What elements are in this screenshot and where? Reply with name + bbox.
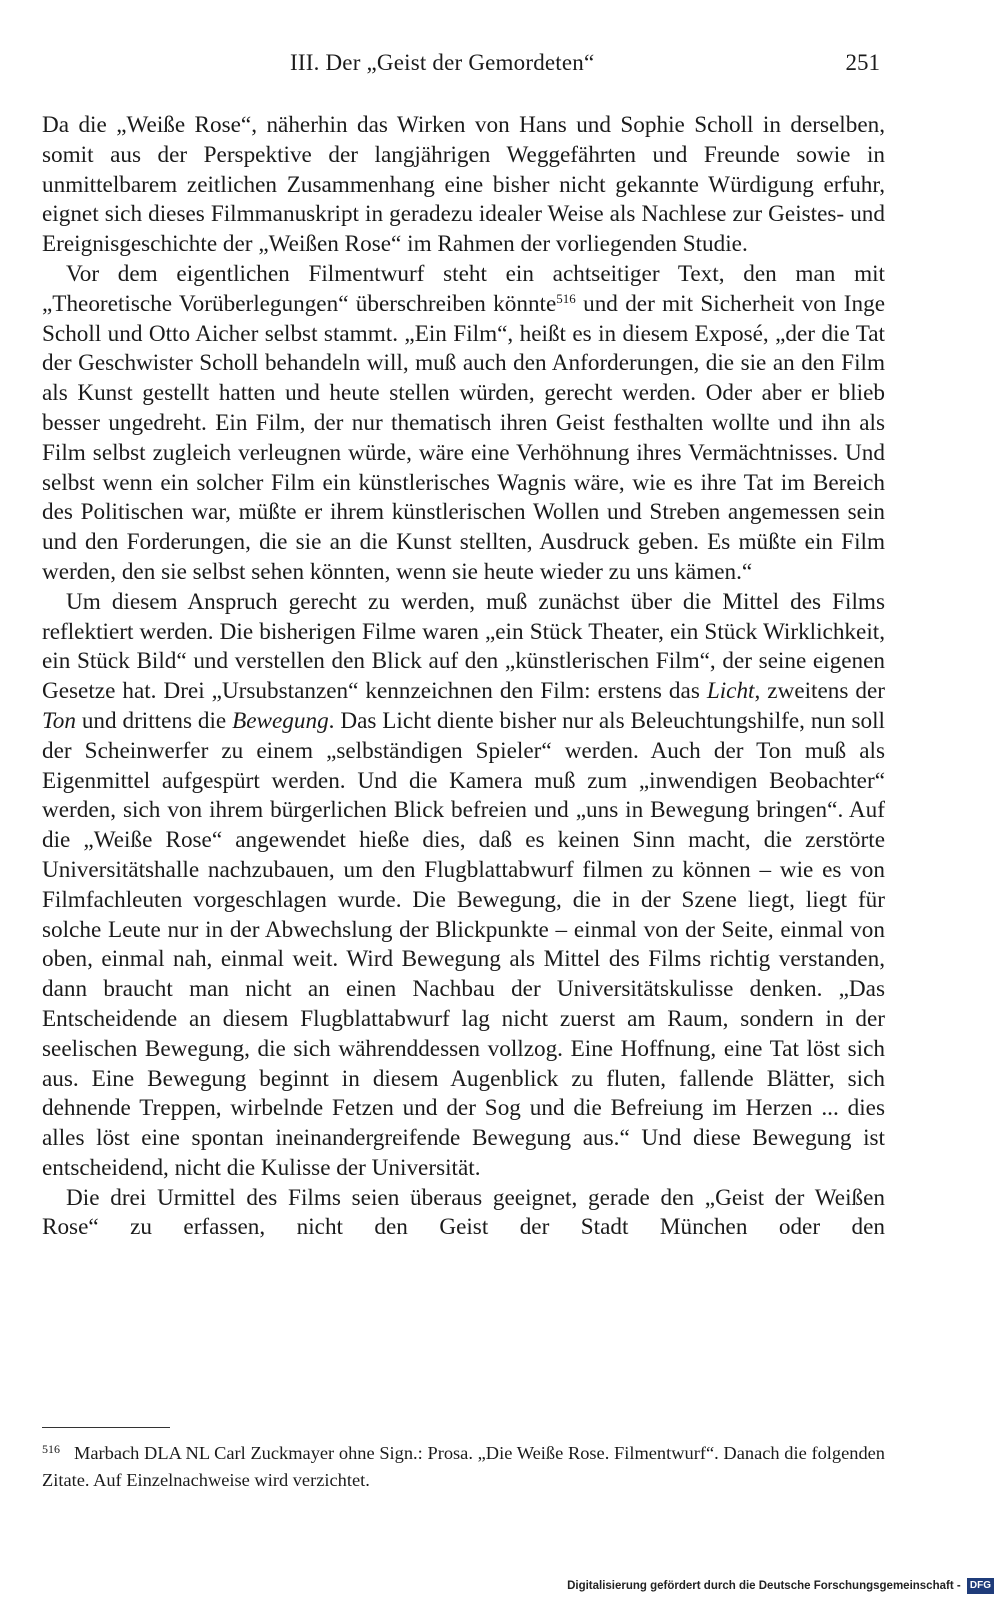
- page-number: 251: [845, 50, 880, 75]
- term-ton: Ton: [42, 707, 76, 734]
- paragraph-3-part-d: . Das Licht diente bisher nur als Beleuchtungshilfe, nun soll der Scheinwerfer zu einem „selbständigen Spieler“ werden. Auch der Ton muß als Eigenmittel aufgespürt werden. Und die Kamera muß zum „inwendigen Beobachter“ werden, sich von ihrem bürgerlichen Blick befreien und „uns in Bewegung bringen“. Auf die „Weiße Rose“ angewendet hieße dies, daß es keinen Sinn macht, die zerstörte Universitätshalle nachzubauen, um den Flugblattabwurf filmen zu können – wie es von Filmfachleuten vorgeschlagen wurde. Die Bewegung, die in der Szene liegt, liegt für solche Leute nur in der Abwechslung der Blickpunkte – einmal von der Seite, einmal von oben, einmal nah, einmal weit. Wird Bewegung als Mittel des Films richtig verstanden, dann braucht man nicht an einen Nachbau der Universitätskulisse denken. „Das Entscheidende an diesem Flugblattabwurf lag nicht zuerst am Raum, sondern in der seelischen Bewegung, die sich währenddessen vollzog. Eine Hoffnung, eine Tat löst sich aus. Eine Bewegung beginnt in diesem Augenblick zu fluten, fallende Blätter, sich dehnende Treppen, wirbelnde Fetzen und der Sog und die Befreiung im Herzen ... dies alles löst eine spontan ineinandergreifende Bewegung aus.“ Und diese Bewegung ist entscheidend, nicht die Kulisse der Universität.: [42, 707, 885, 1181]
- paragraph-3-part-b: , zweitens der: [754, 678, 885, 705]
- footnote-divider: [42, 1427, 170, 1428]
- digitization-notice: [567, 1576, 994, 1596]
- term-bewegung: Bewegung: [232, 707, 329, 734]
- term-licht: Licht: [706, 678, 755, 705]
- paragraph-2-part-b: und der mit Sicherheit von Inge Scholl und Otto Aicher selbst stammt. „Ein Film“, heißt es in diesem Exposé, „der die Tat der Geschwister Scholl behandeln will, muß auch den Anforderungen, die sie an den Film als Kunst gestellt hatten und heute stellen würden, gerecht werden. Oder aber er blieb besser ungedreht. Ein Film, der nur thematisch ihren Geist festhalten wollte und ihn als Film selbst zugleich verleugnen würde, wäre eine Verhöhnung ihres Vermächtnisses. Und selbst wenn ein solcher Film ein künstlerisches Wagnis wäre, wie es ihre Tat im Bereich des Politischen war, müßte er ihrem künstlerischen Wollen und Streben angemessen sein und den Forderungen, die sie an die Kunst stellten, Ausdruck geben. Es müßte ein Film werden, den sie selbst sehen könnten, wenn sie heute wieder zu uns kämen.“: [42, 290, 885, 585]
- paragraph-3-part-c: und drittens die: [75, 707, 233, 734]
- digitization-text: Digitalisierung gefördert durch die Deutsche Forschungsgemeinschaft -: [567, 1580, 961, 1592]
- running-title: III. Der „Geist der Gemordeten“: [290, 50, 595, 75]
- running-head: [40, 46, 880, 80]
- paragraph-2: [42, 260, 885, 588]
- body-text: [42, 111, 885, 1243]
- footnote-number: 516: [42, 1442, 60, 1456]
- footnote-516: [42, 1436, 885, 1494]
- footnote-text: Marbach DLA NL Carl Zuckmayer ohne Sign.: Prosa. „Die Weiße Rose. Filmentwurf“. Danach die folgenden Zitate. Auf Einzelnachweise wird verzichtet.: [42, 1443, 885, 1490]
- paragraph-4: Die drei Urmittel des Films seien überaus geeignet, gerade den „Geist der Weißen Rose“ zu erfassen, nicht den Geist der Stadt München oder den: [42, 1184, 885, 1241]
- paragraph-3-part-a: Um diesem Anspruch gerecht zu werden, muß zunächst über die Mittel des Films reflektiert werden. Die bisherigen Filme waren „ein Stück Theater, ein Stück Wirklichkeit, ein Stück Bild“ und verstellen den Blick auf den „künstlerischen Film“, der seine eigenen Gesetze hat. Drei „Ursubstanzen“ kennzeichnen den Film: erstens das: [42, 588, 885, 705]
- footnote-ref-516[interactable]: 516: [556, 290, 576, 306]
- paragraph-1: Da die „Weiße Rose“, näherhin das Wirken von Hans und Sophie Scholl in derselben, somit aus der Perspektive der langjährigen Weggefährten und Freunde sowie in unmittelbarem zeitlichen Zusammenhang eine bisher nicht gekannte Würdigung erfuhr, eignet sich dieses Filmmanuskript in geradezu idealer Weise als Nachlese zur Geistes- und Ereignisgeschichte der „Weißen Rose“ im Rahmen der vorliegenden Studie.: [42, 112, 885, 258]
- dfg-logo: DFG: [967, 1578, 994, 1594]
- paragraph-3: [42, 588, 885, 1184]
- paragraph-2-part-a: Vor dem eigentlichen Filmentwurf steht ein achtseitiger Text, den man mit „Theoretische Vorüberlegungen“ überschreiben könnte: [42, 260, 885, 317]
